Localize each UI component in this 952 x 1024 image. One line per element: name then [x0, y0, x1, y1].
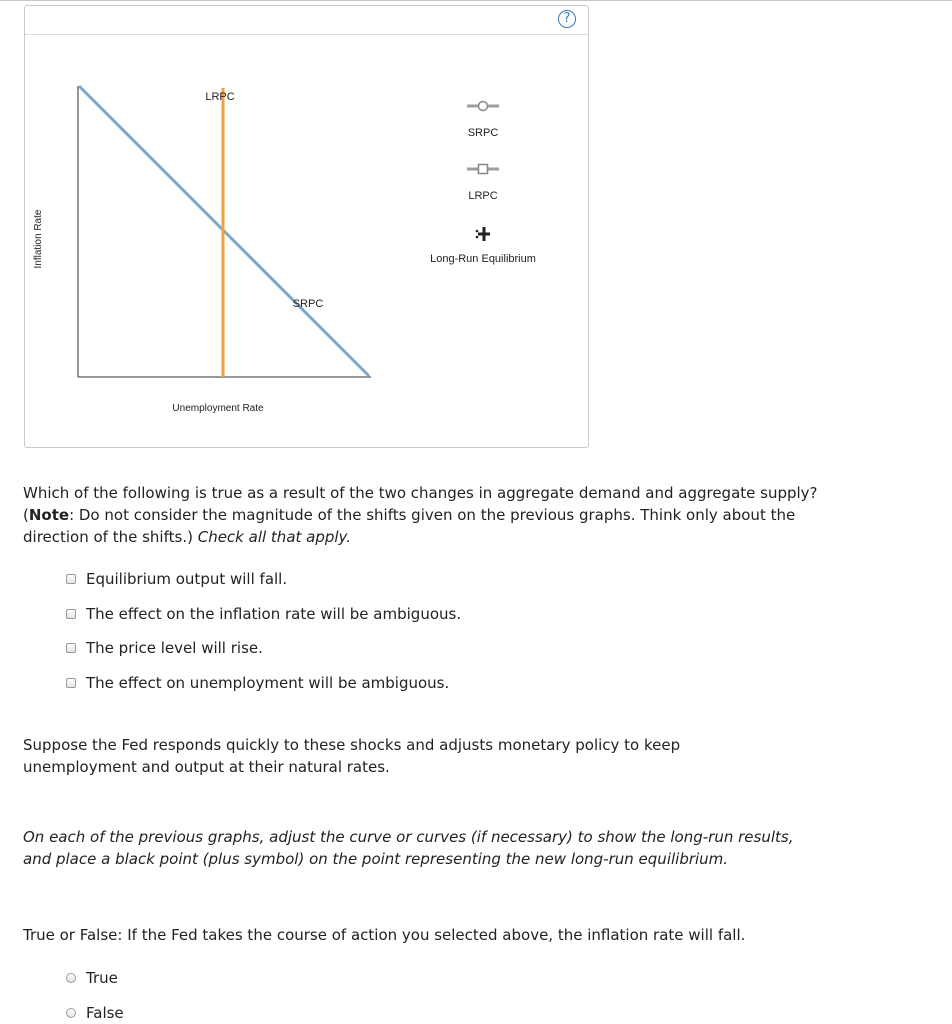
legend-label: SRPC: [467, 127, 499, 139]
checkbox[interactable]: [66, 643, 76, 653]
note-label: Note: [28, 506, 70, 524]
srpc-curve-label: SRPC: [292, 298, 324, 310]
option-label: Equilibrium output will fall.: [86, 570, 288, 588]
help-icon[interactable]: ?: [558, 10, 576, 28]
legend-label: LRPC: [468, 190, 498, 202]
option-label: The price level will rise.: [86, 639, 263, 657]
square-handle-icon: [453, 162, 513, 176]
option-label: The effect on unemployment will be ambiguous.: [86, 674, 450, 692]
fed-response-paragraph: Suppose the Fed responds quickly to these shocks and adjusts monetary policy to keep unemployment and output at their natural rates.: [23, 736, 681, 776]
graph-instruction-paragraph: On each of the previous graphs, adjust the curve or curves (if necessary) to show the long-run results, and place a black point (plus symbol) on the point representing the new long-run equilibrium.: [23, 828, 794, 868]
radio-button[interactable]: [66, 973, 76, 983]
top-divider: [0, 0, 952, 1]
question-1-text-continued: : Do not consider the magnitude of the shifts given on the previous graphs. Think only about the direction of the shifts.): [23, 506, 796, 546]
radio-button[interactable]: [66, 1008, 76, 1018]
circle-handle-icon: [453, 99, 513, 113]
graph-panel: [24, 5, 589, 448]
plus-icon: [453, 225, 513, 241]
checkbox[interactable]: [66, 609, 76, 619]
radio-option-false[interactable]: [66, 1003, 124, 1023]
question-2-prompt: True or False: If the Fed takes the course of action you selected above, the inflation rate will fall.: [23, 926, 746, 944]
option-label: The effect on the inflation rate will be ambiguous.: [86, 605, 462, 623]
checkbox-option[interactable]: [66, 569, 287, 589]
option-label: True: [86, 969, 118, 987]
checkbox-option[interactable]: [66, 604, 461, 624]
checkbox[interactable]: [66, 678, 76, 688]
question-1-instruction: Check all that apply.: [197, 528, 352, 546]
question-1-prompt: [23, 482, 833, 548]
x-axis-label: Unemployment Rate: [172, 403, 264, 414]
legend-item-lrpc[interactable]: [403, 161, 563, 202]
checkbox[interactable]: [66, 574, 76, 584]
checkbox-option[interactable]: [66, 673, 449, 693]
radio-option-true[interactable]: [66, 968, 118, 988]
lrpc-curve-label: LRPC: [205, 91, 235, 103]
legend-item-srpc[interactable]: [403, 98, 563, 139]
legend-item-long-run-equilibrium[interactable]: [403, 225, 563, 265]
legend-label: Long-Run Equilibrium: [430, 253, 536, 265]
question-1-text: Which of the following is true as a result of the two changes in aggregate demand and aggregate supply? (: [23, 484, 818, 524]
checkbox-option[interactable]: [66, 638, 263, 658]
y-axis-label: Inflation Rate: [33, 209, 44, 269]
option-label: False: [86, 1004, 124, 1022]
